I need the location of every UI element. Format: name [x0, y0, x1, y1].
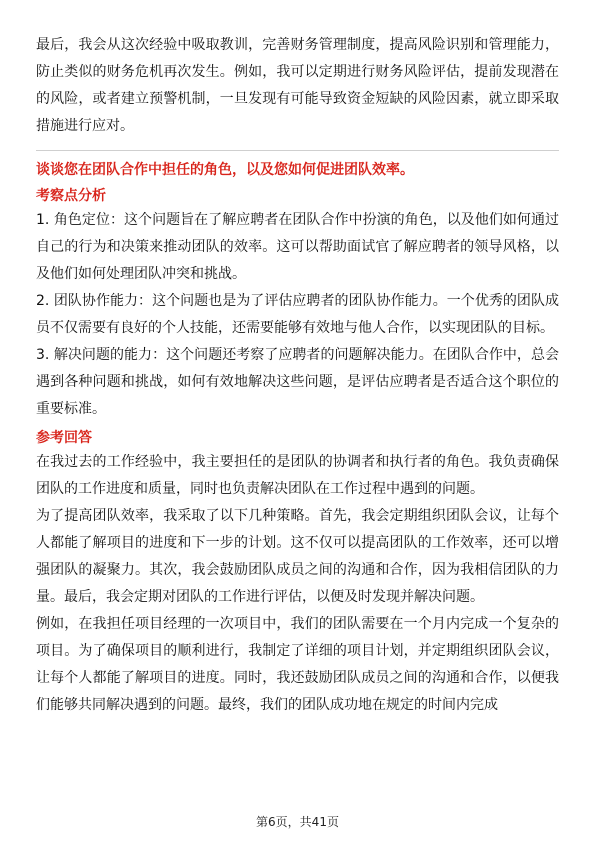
analysis-point: 3. 解决问题的能力：这个问题还考察了应聘者的问题解决能力。在团队合作中，总会遇到各种问题和挑战，如何有效地解决这些问题，是评估应聘者是否适合这个职位的重要标准。: [36, 347, 559, 417]
answer-paragraph: 例如，在我担任项目经理的一次项目中，我们的团队需要在一个月内完成一个复杂的项目。为了确保项目的顺利进行，我制定了详细的项目计划，并定期组织团队会议，让每个人都能了解项目的进度。同时，我还鼓励团队成员之间的沟通和合作，以便我们能够共同解决遇到的问题。最终，我们的团队成功地在规定的时间内完成: [36, 616, 559, 713]
interview-question: 谈谈您在团队合作中担任的角色，以及您如何促进团队效率。: [36, 162, 414, 178]
document-page: [36, 32, 559, 719]
answer-title: 参考回答: [36, 430, 92, 446]
analysis-point: 1. 角色定位：这个问题旨在了解应聘者在团队合作中扮演的角色，以及他们如何通过自己的行为和决策来推动团队的效率。这可以帮助面试官了解应聘者的领导风格，以及他们如何处理团队冲突和挑战。: [36, 212, 559, 282]
section-divider: [36, 150, 559, 151]
answer-paragraph: 在我过去的工作经验中，我主要担任的是团队的协调者和执行者的角色。我负责确保团队的工作进度和质量，同时也负责解决团队在工作过程中遇到的问题。: [36, 454, 559, 497]
answer-paragraph: 为了提高团队效率，我采取了以下几种策略。首先，我会定期组织团队会议，让每个人都能了解项目的进度和下一步的计划。这不仅可以提高团队的工作效率，还可以增强团队的凝聚力。其次，我会鼓励团队成员之间的沟通和合作，因为我相信团队的力量。最后，我会定期对团队的工作进行评估，以便及时发现并解决问题。: [36, 508, 559, 605]
analysis-point: 2. 团队协作能力：这个问题也是为了评估应聘者的团队协作能力。一个优秀的团队成员不仅需要有良好的个人技能，还需要能够有效地与他人合作，以实现团队的目标。: [36, 293, 559, 336]
page-number: 第6页，共41页: [256, 815, 339, 829]
intro-paragraph: 最后，我会从这次经验中吸取教训，完善财务管理制度，提高风险识别和管理能力，防止类似的财务危机再次发生。例如，我可以定期进行财务风险评估，提前发现潜在的风险，或者建立预警机制，一旦发现有可能导致资金短缺的风险因素，就立即采取措施进行应对。: [36, 37, 559, 134]
analysis-title: 考察点分析: [36, 188, 106, 204]
